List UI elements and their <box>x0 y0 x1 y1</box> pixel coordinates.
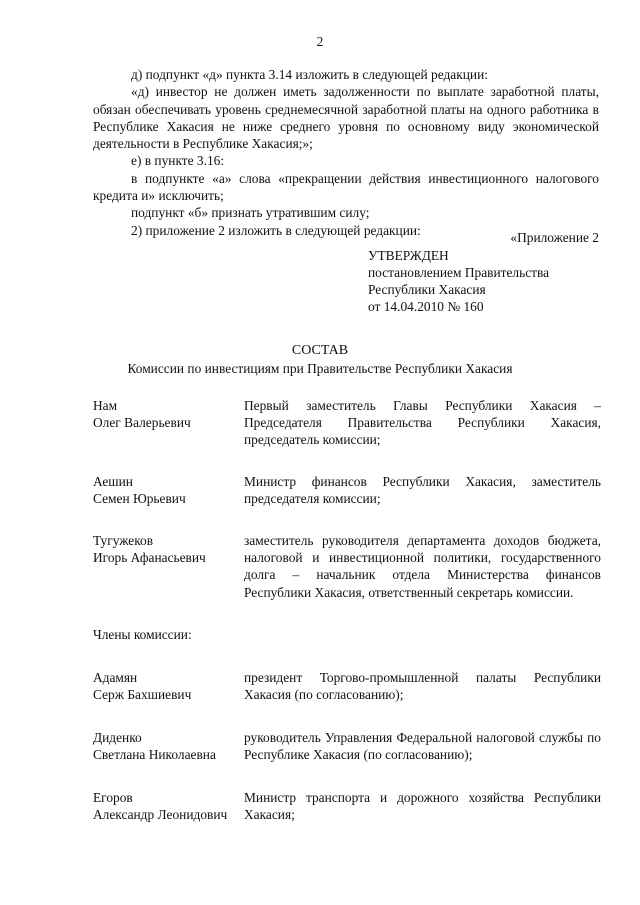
composition-subtitle: Комиссии по инвестициям при Правительстве Республики Хакасия <box>127 361 513 376</box>
member-given-name: Семен Юрьевич <box>93 491 186 506</box>
member-given-name: Олег Валерьевич <box>93 415 191 430</box>
member-surname: Егоров <box>93 790 133 805</box>
approval-line-3: от 14.04.2010 № 160 <box>368 299 484 314</box>
member-surname: Аешин <box>93 474 133 489</box>
member-given-name: Игорь Афанасьевич <box>93 550 206 565</box>
member-name <box>93 397 243 431</box>
paragraph-5: подпункт «б» признать утратившим силу; <box>131 205 370 221</box>
approval-line-1: постановлением Правительства <box>368 265 550 280</box>
member-name <box>93 473 243 507</box>
paragraph-3: е) в пункте 3.16: <box>131 153 225 169</box>
member-name <box>93 789 243 823</box>
member-role: Министр транспорта и дорожного хозяйства Республики Хакасия; <box>244 790 601 823</box>
approval-title: УТВЕРЖДЕН <box>368 248 449 263</box>
member-surname: Нам <box>93 398 118 413</box>
paragraph-1: д) подпункт «д» пункта 3.14 изложить в следующей редакции: <box>131 67 488 82</box>
approval-block <box>368 247 549 315</box>
paragraph-4: в подпункте «а» слова «прекращении действия инвестиционного налогового кредита и» исключить; <box>93 170 599 204</box>
member-name <box>93 729 243 763</box>
member-given-name: Александр Леонидович <box>93 807 228 822</box>
amendment-text <box>93 66 599 239</box>
member-surname: Адамян <box>93 670 138 685</box>
member-name <box>93 532 243 566</box>
member-surname: Тугужеков <box>93 533 154 548</box>
appendix-label: «Приложение 2 <box>510 230 599 245</box>
member-role: Министр финансов Республики Хакасия, заместитель председателя комиссии; <box>244 474 601 507</box>
member-given-name: Серж Бахшиевич <box>93 687 192 702</box>
paragraph-6: 2) приложение 2 изложить в следующей редакции: <box>131 222 421 238</box>
member-role: президент Торгово-промышленной палаты Республики Хакасия (по согласованию); <box>244 670 601 703</box>
member-role: руководитель Управления Федеральной налоговой службы по Республике Хакасия (по согласованию); <box>244 730 601 763</box>
paragraph-2: «д) инвестор не должен иметь задолженности по выплате заработной платы, обязан обеспечивать уровень среднемесячной заработной платы на одного работника в Республике Хакасия не ниже среднего уровня по основному виду экономической деятельности в Республике Хакасия;»; <box>93 84 599 152</box>
member-surname: Диденко <box>93 730 142 745</box>
members-label: Члены комиссии: <box>93 627 192 642</box>
member-role: Первый заместитель Главы Республики Хакасия – Председателя Правительства Республики Хакасия, председатель комиссии; <box>244 398 601 448</box>
approval-line-2: Республики Хакасия <box>368 282 486 297</box>
member-given-name: Светлана Николаевна <box>93 747 216 762</box>
member-role: заместитель руководителя департамента доходов бюджета, налоговой и инвестиционной политики, государственного долга – начальник отдела Министерства финансов Республики Хакасия, ответственный секретарь комиссии. <box>244 533 601 600</box>
page-number: 2 <box>316 34 324 49</box>
composition-title: СОСТАВ <box>291 343 349 358</box>
member-name <box>93 669 243 703</box>
